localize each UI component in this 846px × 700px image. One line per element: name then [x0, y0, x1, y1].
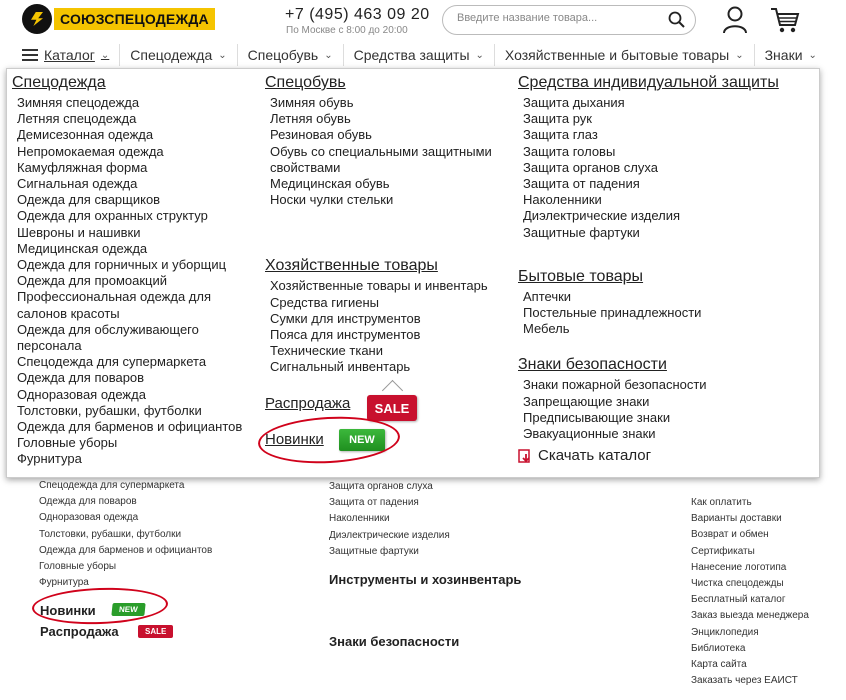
- subcategory-link[interactable]: Пояса для инструментов: [270, 327, 421, 343]
- subcategory-link[interactable]: Защита органов слуха: [523, 159, 658, 175]
- subcategory-link[interactable]: Зимняя спецодежда: [17, 95, 140, 110]
- annotation-circle: [257, 413, 401, 466]
- subcategory-list: [265, 278, 510, 375]
- site-header: [0, 0, 846, 42]
- subcategory-list: [12, 95, 257, 468]
- nav-catalog-label: Каталог: [44, 47, 95, 63]
- user-account-icon[interactable]: [722, 6, 748, 34]
- subcategory-link[interactable]: Спецодежда для супермаркета: [17, 354, 207, 370]
- category-title-workwear[interactable]: Спецодежда: [12, 74, 106, 91]
- dropdown-col-ppe: [518, 73, 779, 442]
- nav-label: Средства защиты: [353, 47, 470, 63]
- subcategory-link[interactable]: Медицинская одежда: [17, 240, 148, 256]
- subcategory-link[interactable]: Головные уборы: [17, 435, 118, 451]
- subcategory-link[interactable]: Носки чулки стельки: [270, 192, 394, 208]
- footer-link[interactable]: Сертификаты: [691, 545, 755, 557]
- footer-col-protection: [329, 479, 450, 560]
- chevron-down-icon: ⌄: [808, 49, 817, 61]
- subcategory-link[interactable]: Непромокаемая одежда: [17, 143, 164, 159]
- subcategory-link[interactable]: Знаки пожарной безопасности: [523, 377, 707, 393]
- site-logo[interactable]: [22, 4, 242, 34]
- download-icon: [518, 448, 534, 464]
- footer-link[interactable]: Варианты доставки: [691, 513, 782, 525]
- footer-sale-badge: SALE: [138, 625, 173, 638]
- subcategory-link[interactable]: Одежда для барменов и официантов: [17, 419, 243, 435]
- subcategory-link[interactable]: Защита головы: [523, 143, 616, 159]
- nav-footwear[interactable]: [238, 44, 344, 66]
- nav-protection[interactable]: [344, 44, 495, 66]
- nav-signs[interactable]: [755, 44, 827, 66]
- download-catalog-link[interactable]: [518, 447, 651, 464]
- subcategory-link[interactable]: Летняя спецодежда: [17, 111, 137, 127]
- sale-badge: SALE: [367, 395, 417, 421]
- footer-link[interactable]: Наколенники: [329, 513, 390, 525]
- nav-catalog[interactable]: [0, 44, 120, 66]
- category-title-footwear[interactable]: Спецобувь: [265, 74, 346, 91]
- subcategory-link[interactable]: Защитные фартуки: [523, 224, 640, 240]
- footer-link[interactable]: Одежда для барменов и официантов: [39, 544, 213, 556]
- footer-col-workwear: [39, 478, 212, 591]
- footer-sale-link[interactable]: Распродажа: [40, 624, 119, 639]
- subcategory-link[interactable]: Одежда для горничных и уборщиц: [17, 257, 227, 273]
- subcategory-link[interactable]: Резиновая обувь: [270, 127, 372, 143]
- nav-label: Спецодежда: [130, 47, 213, 63]
- subcategory-link[interactable]: Хозяйственные товары и инвентарь: [270, 278, 488, 294]
- sale-link[interactable]: Распродажа: [265, 395, 351, 412]
- chevron-down-icon: ⌄: [100, 49, 110, 61]
- footer-link[interactable]: Защита органов слуха: [329, 481, 433, 492]
- footer-new-badge: NEW: [111, 603, 145, 616]
- subcategory-link[interactable]: Защита дыхания: [523, 95, 625, 110]
- chevron-down-icon: ⌄: [218, 49, 227, 61]
- footer-tools-heading[interactable]: Инструменты и хозинвентарь: [329, 572, 522, 587]
- subcategory-link[interactable]: Предписывающие знаки: [523, 409, 671, 425]
- footer-link[interactable]: Возврат и обмен: [691, 529, 769, 541]
- footer-link[interactable]: Карта сайта: [691, 658, 747, 670]
- chevron-down-icon: ⌄: [735, 49, 744, 61]
- footer-link[interactable]: Как оплатить: [691, 497, 752, 508]
- footer-link[interactable]: Библиотека: [691, 642, 746, 654]
- subcategory-link[interactable]: Сигнальный инвентарь: [270, 359, 411, 375]
- search-box: [442, 5, 696, 35]
- category-title-household[interactable]: Хозяйственные товары: [265, 257, 438, 275]
- footer-link[interactable]: Толстовки, рубашки, футболки: [39, 528, 182, 540]
- lightning-gear-icon: [22, 4, 52, 34]
- subcategory-link[interactable]: Демисезонная одежда: [17, 127, 154, 143]
- chevron-down-icon: ⌄: [475, 49, 484, 61]
- footer-link[interactable]: Бесплатный каталог: [691, 594, 786, 606]
- search-icon[interactable]: [667, 10, 687, 30]
- main-nav: [0, 42, 846, 68]
- download-catalog-label: Скачать каталог: [538, 447, 652, 464]
- subcategory-link[interactable]: Одежда для поваров: [17, 370, 145, 386]
- subcategory-link[interactable]: Защита глаз: [523, 127, 598, 143]
- footer-link[interactable]: Чистка спецодежды: [691, 577, 784, 589]
- dropdown-col-workwear: [12, 73, 257, 468]
- new-badge: NEW: [339, 429, 385, 451]
- cart-icon[interactable]: [770, 6, 800, 34]
- subcategory-link[interactable]: Эвакуационные знаки: [523, 426, 656, 442]
- subcategory-list: [518, 95, 779, 241]
- subcategory-link[interactable]: Профессиональная одежда для салонов красоты: [17, 289, 211, 321]
- subcategory-link[interactable]: Зимняя обувь: [270, 95, 354, 110]
- subcategory-link[interactable]: Фурнитура: [17, 451, 82, 467]
- footer-link[interactable]: Защитные фартуки: [329, 545, 419, 557]
- logo-text: СОЮЗСПЕЦОДЕЖДА: [54, 8, 215, 30]
- footer-link[interactable]: Заказ выезда менеджера: [691, 610, 809, 622]
- subcategory-link[interactable]: Защита рук: [523, 111, 592, 127]
- subcategory-link[interactable]: Технические ткани: [270, 343, 383, 359]
- phone-hours: По Москве с 8:00 до 20:00: [286, 25, 408, 36]
- nav-label: Хозяйственные и бытовые товары: [504, 47, 730, 63]
- subcategory-link[interactable]: Запрещающие знаки: [523, 393, 650, 409]
- menu-icon: [22, 49, 38, 61]
- footer-link[interactable]: Головные уборы: [39, 560, 117, 572]
- subcategory-link[interactable]: Камуфляжная форма: [17, 159, 148, 175]
- subcategory-link[interactable]: Сумки для инструментов: [270, 310, 421, 326]
- footer-link[interactable]: Защита от падения: [329, 497, 419, 509]
- subcategory-list: [265, 95, 510, 208]
- footer-link[interactable]: Заказать через ЕАИСТ: [691, 675, 798, 687]
- subcategory-link[interactable]: Диэлектрические изделия: [523, 208, 681, 224]
- annotation-circle: [31, 586, 168, 627]
- subcategory-link[interactable]: Мебель: [523, 321, 570, 337]
- subcategory-link[interactable]: Сигнальная одежда: [17, 176, 138, 192]
- subcategory-link[interactable]: Одежда для обслуживающего персонала: [17, 321, 199, 354]
- subcategory-link[interactable]: Наколенники: [523, 192, 602, 208]
- subcategory-link[interactable]: Аптечки: [523, 288, 572, 304]
- subcategory-link[interactable]: Толстовки, рубашки, футболки: [17, 402, 202, 418]
- subcategory-link[interactable]: Летняя обувь: [270, 111, 351, 127]
- subcategory-link[interactable]: Медицинская обувь: [270, 176, 390, 192]
- new-arrivals-link[interactable]: Новинки: [265, 431, 324, 448]
- footer-link[interactable]: Одноразовая одежда: [39, 512, 139, 524]
- footer-link[interactable]: Спецодежда для супермаркета: [39, 480, 185, 491]
- footer-new-link[interactable]: Новинки: [40, 603, 96, 618]
- subcategory-link[interactable]: Обувь со специальными защитными свойствами: [270, 143, 492, 175]
- nav-label: Знаки: [764, 47, 803, 63]
- catalog-dropdown: [6, 68, 820, 478]
- subcategory-link[interactable]: Одноразовая одежда: [17, 386, 146, 402]
- category-title-ppe[interactable]: Средства индивидуальной защиты: [518, 74, 779, 91]
- nav-household[interactable]: [495, 44, 755, 66]
- footer-link[interactable]: Фурнитура: [39, 577, 89, 589]
- phone-number[interactable]: +7 (495) 463 09 20: [285, 6, 430, 23]
- subcategory-link[interactable]: Защита от падения: [523, 176, 640, 192]
- subcategory-link[interactable]: Шевроны и нашивки: [17, 224, 141, 240]
- footer-signs-heading[interactable]: Знаки безопасности: [329, 634, 460, 649]
- footer-link[interactable]: Одежда для поваров: [39, 496, 137, 508]
- subcategory-link[interactable]: Средства гигиены: [270, 294, 379, 310]
- subcategory-list: [518, 289, 779, 338]
- footer-link[interactable]: Диэлектрические изделия: [329, 529, 450, 541]
- nav-label: Спецобувь: [247, 47, 319, 63]
- subcategory-link[interactable]: Одежда для промоакций: [17, 273, 167, 289]
- footer-col-info: [691, 495, 809, 689]
- footer-link[interactable]: Энциклопедия: [691, 626, 759, 638]
- subcategory-link[interactable]: Одежда для сварщиков: [17, 192, 161, 208]
- search-input[interactable]: [457, 12, 657, 24]
- subcategory-link[interactable]: Одежда для охранных структур: [17, 208, 208, 224]
- dropdown-col-footwear-household: [265, 73, 510, 376]
- chevron-down-icon: ⌄: [324, 49, 333, 61]
- nav-workwear[interactable]: [120, 44, 237, 66]
- subcategory-link[interactable]: Постельные принадлежности: [523, 305, 702, 321]
- category-title-home-goods[interactable]: Бытовые товары: [518, 267, 644, 285]
- category-title-safety-signs[interactable]: Знаки безопасности: [518, 356, 667, 374]
- subcategory-list: [518, 377, 779, 442]
- footer-link[interactable]: Нанесение логотипа: [691, 561, 787, 573]
